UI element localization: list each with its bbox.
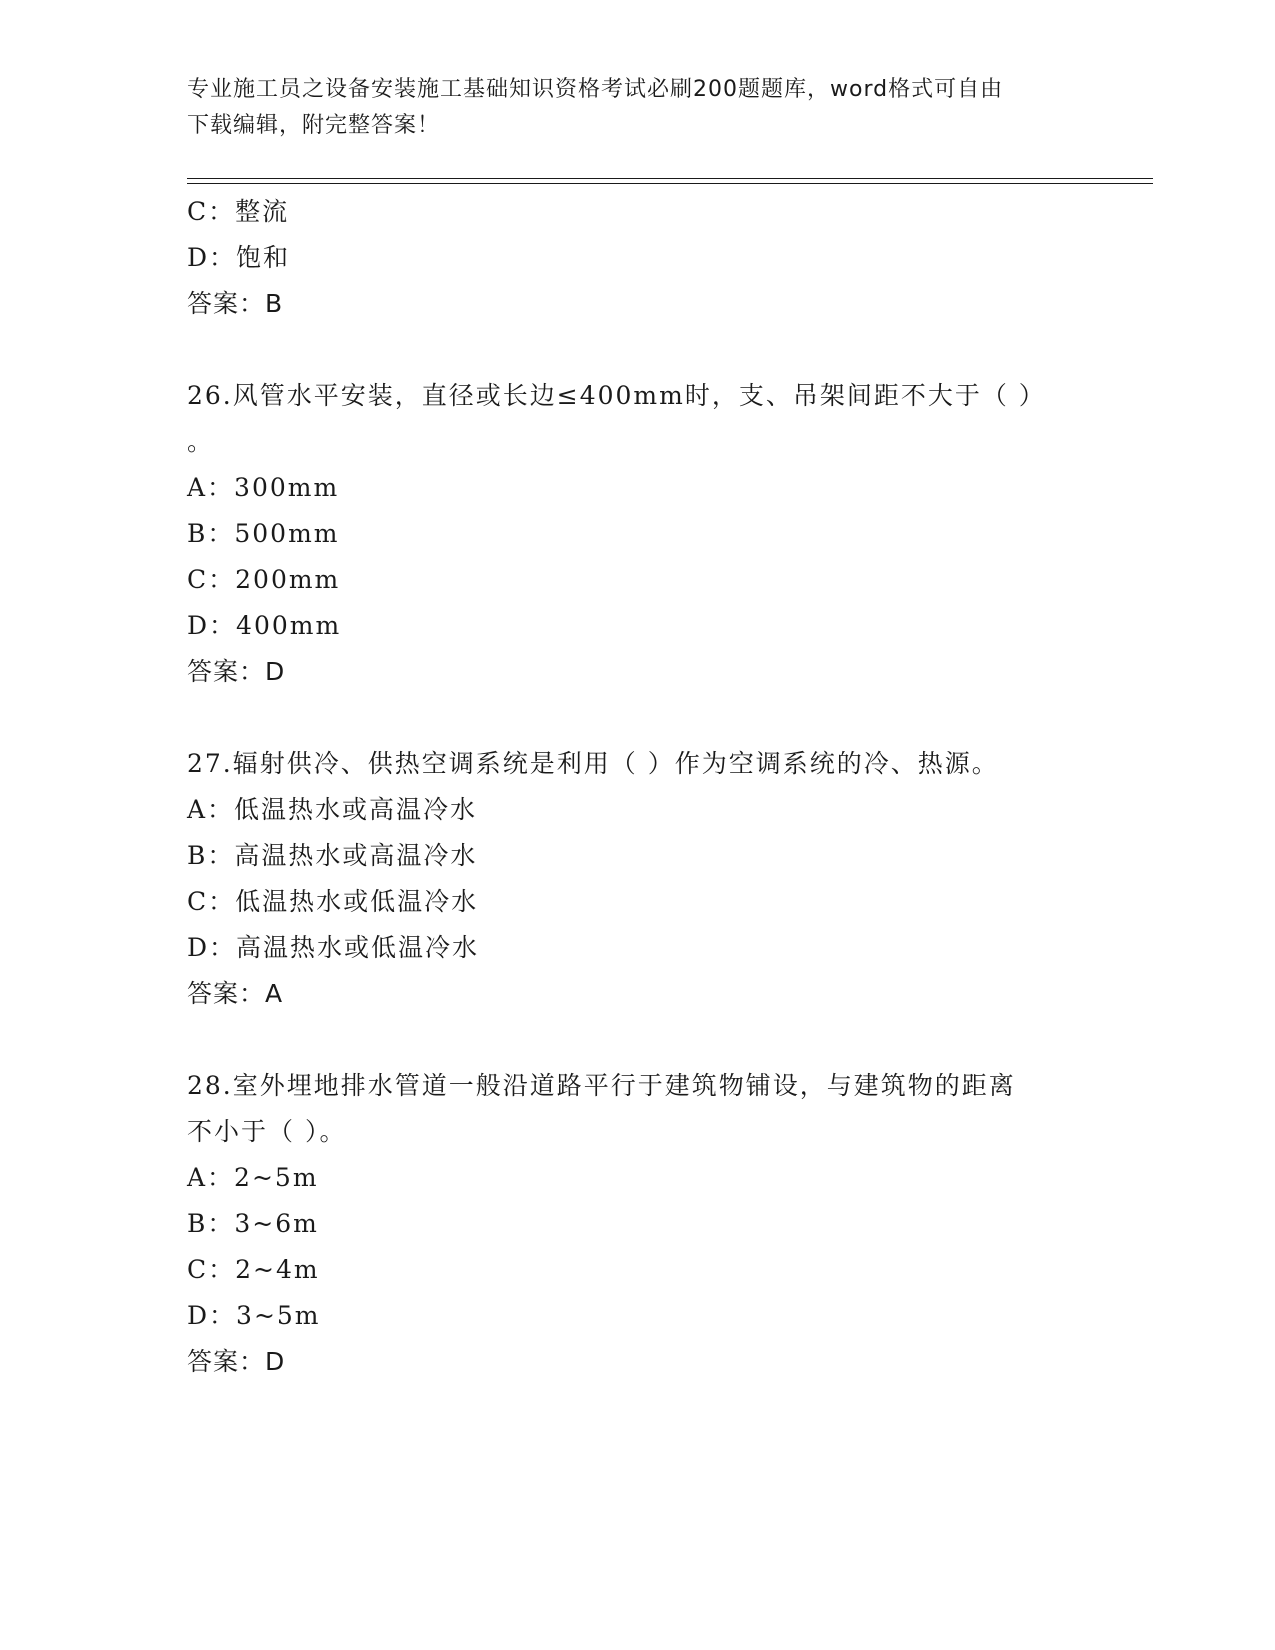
option-c: C：整流 — [187, 197, 290, 226]
question-26 — [187, 373, 1087, 695]
option-d: D：3~5m — [187, 1301, 321, 1330]
question-stem: 26.风管水平安装，直径或长边≤400mm时，支、吊架间距不大于（ ） — [187, 381, 1046, 410]
option-c: C：200mm — [187, 565, 341, 594]
document-header — [187, 72, 1087, 144]
answer-label: 答案：B — [187, 289, 284, 318]
option-c: C：低温热水或低温冷水 — [187, 887, 479, 916]
question-stem: 28.室外埋地排水管道一般沿道路平行于建筑物铺设，与建筑物的距离 — [187, 1071, 1016, 1100]
question-stem-continued: 不小于（ ）。 — [187, 1117, 347, 1146]
option-a: A：2~5m — [187, 1163, 319, 1192]
spacer — [187, 327, 1087, 373]
option-c: C：2~4m — [187, 1255, 320, 1284]
answer-label: 答案：D — [187, 657, 286, 686]
question-27 — [187, 741, 1087, 1017]
header-divider-top — [187, 178, 1153, 179]
spacer — [187, 695, 1087, 741]
header-divider-bottom — [187, 183, 1153, 184]
option-a: A：300mm — [187, 473, 340, 502]
answer-label: 答案：D — [187, 1347, 286, 1376]
option-d: D：400mm — [187, 611, 342, 640]
question-list — [187, 189, 1087, 1385]
answer-label: 答案：A — [187, 979, 284, 1008]
option-b: B：高温热水或高温冷水 — [187, 841, 478, 870]
option-d: D：饱和 — [187, 243, 291, 272]
question-28 — [187, 1063, 1087, 1385]
header-line-1: 专业施工员之设备安装施工基础知识资格考试必刷200题题库，word格式可自由 — [187, 77, 1004, 102]
option-b: B：3~6m — [187, 1209, 319, 1238]
option-a: A：低温热水或高温冷水 — [187, 795, 478, 824]
option-b: B：500mm — [187, 519, 340, 548]
question-stem: 27.辐射供冷、供热空调系统是利用（ ）作为空调系统的冷、热源。 — [187, 749, 999, 778]
question-stem-continued: 。 — [187, 427, 215, 456]
spacer — [187, 1017, 1087, 1063]
header-line-2: 下载编辑，附完整答案！ — [187, 113, 441, 138]
question-25 — [187, 189, 1087, 327]
option-d: D：高温热水或低温冷水 — [187, 933, 480, 962]
